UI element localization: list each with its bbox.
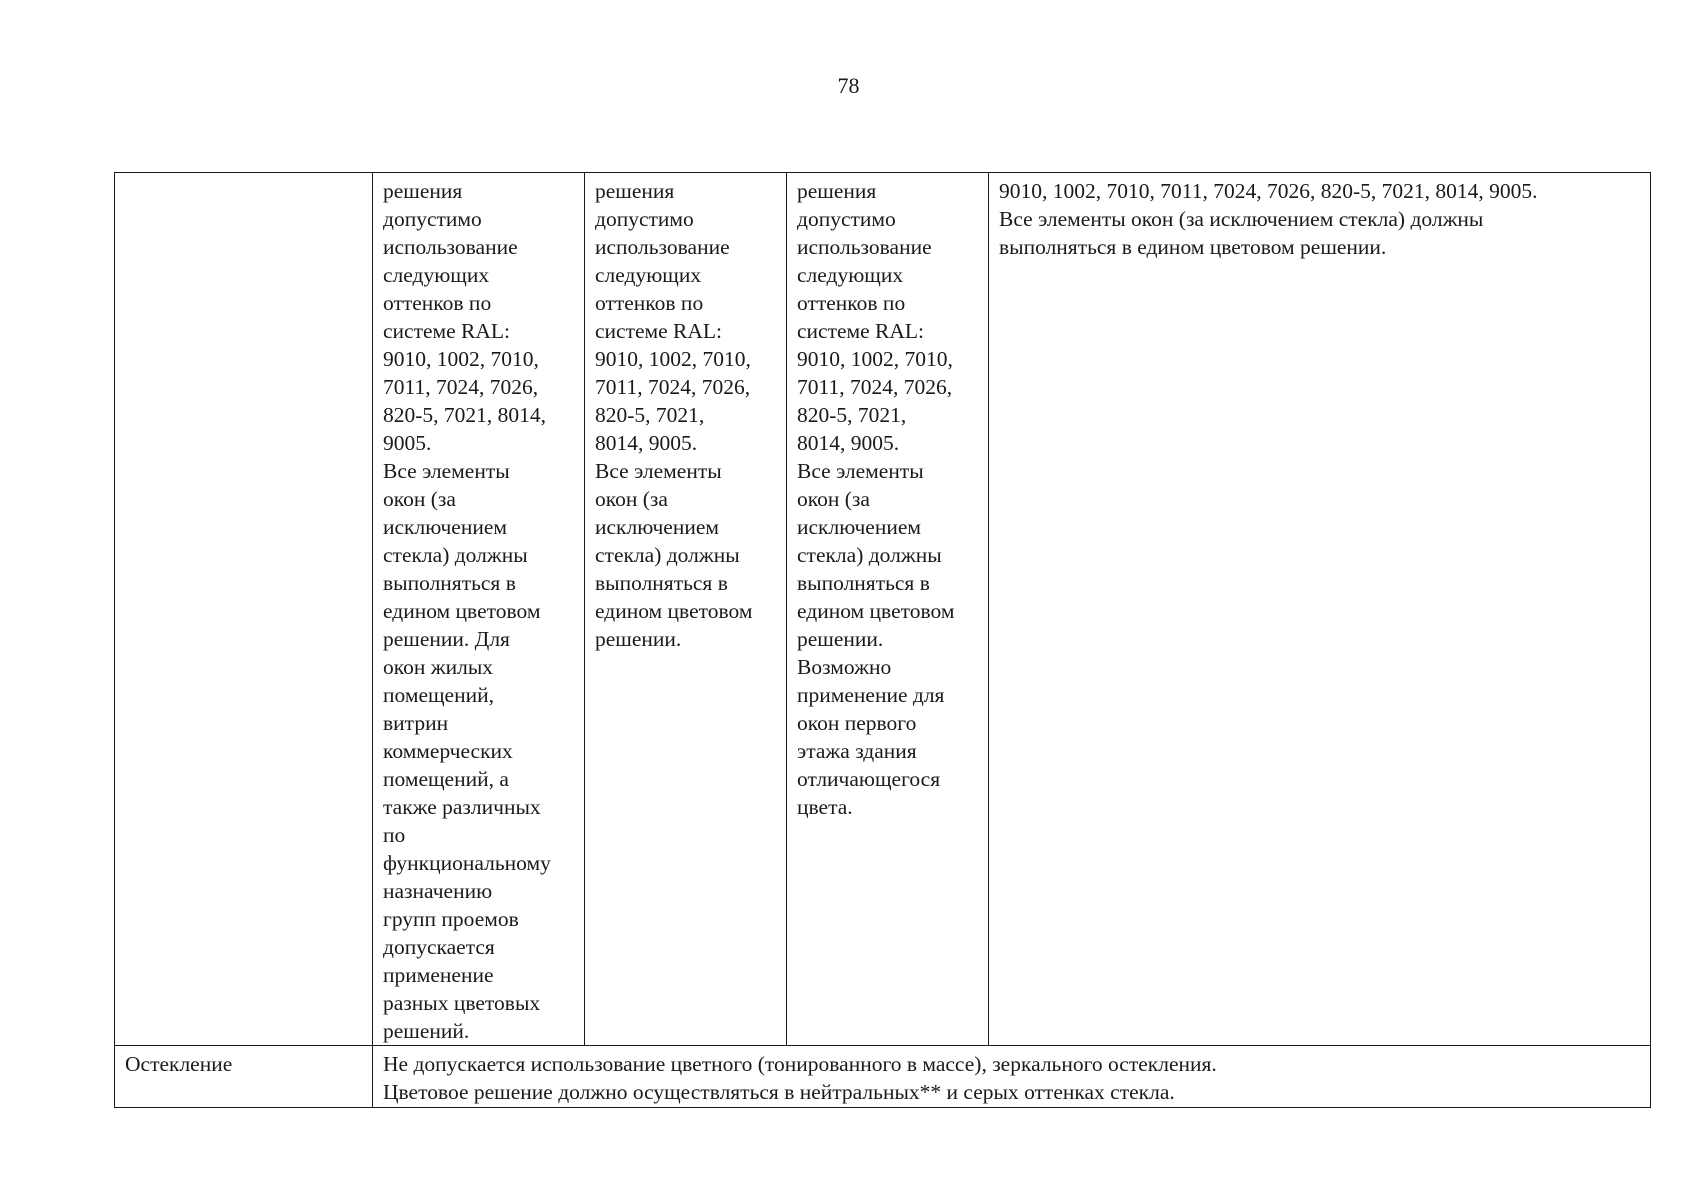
- color-requirements-cell-3: решения допустимо использование следующих оттенков по системе RAL: 9010, 1002, 7010, 7011, 7024, 7026, 820-5, 7021, 8014, 9005. Все элементы окон (за исключением стекла) должны выполняться в едином цветовом решении. Возможно применение для окон первого этажа здания отличающегося цвета.: [787, 173, 989, 1046]
- color-requirements-cell-1: решения допустимо использование следующих оттенков по системе RAL: 9010, 1002, 7010, 7011, 7024, 7026, 820-5, 7021, 8014, 9005. Все элементы окон (за исключением стекла) должны выполняться в едином цветовом решении. Для окон жилых помещений, витрин коммерческих помещений, а также различных по функциональному назначению групп проемов допускается применение разных цветовых решений.: [373, 173, 585, 1046]
- page-number: 78: [837, 73, 860, 98]
- row-label-glazing: Остекление: [115, 1046, 373, 1108]
- table-row: [115, 1046, 1651, 1108]
- color-requirements-cell-4: 9010, 1002, 7010, 7011, 7024, 7026, 820-5, 7021, 8014, 9005. Все элементы окон (за исключением стекла) должны выполняться в едином цветовом решении.: [989, 173, 1651, 1046]
- glazing-requirements-cell: Не допускается использование цветного (тонированного в массе), зеркального остекления. Цветовое решение должно осуществляться в нейтральных** и серых оттенках стекла.: [373, 1046, 1651, 1108]
- row-label-cell: [115, 173, 373, 1046]
- requirements-table: [114, 172, 1651, 1108]
- color-requirements-cell-2: решения допустимо использование следующих оттенков по системе RAL: 9010, 1002, 7010, 7011, 7024, 7026, 820-5, 7021, 8014, 9005. Все элементы окон (за исключением стекла) должны выполняться в едином цветовом решении.: [585, 173, 787, 1046]
- table-row: [115, 173, 1651, 1046]
